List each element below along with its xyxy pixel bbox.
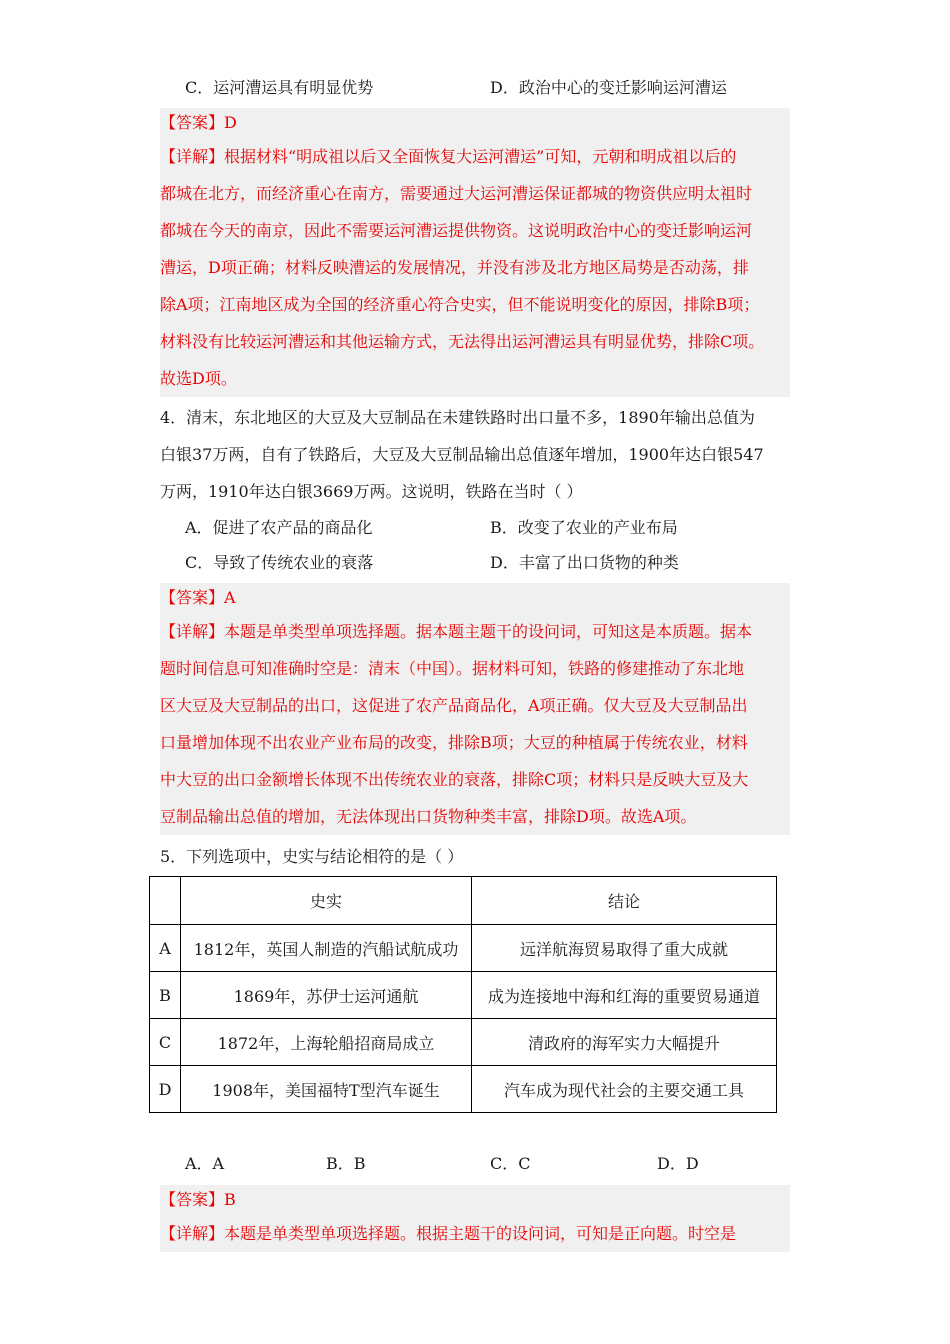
row-conclusion: 成为连接地中海和红海的重要贸易通道 — [472, 972, 777, 1019]
row-key: D — [150, 1066, 181, 1113]
q4-detail-line: 中大豆的出口金额增长体现不出传统农业的衰落，排除C项；材料只是反映大豆及大 — [160, 770, 749, 789]
table-row — [150, 972, 777, 1019]
q3-detail-line: 除A项；江南地区成为全国的经济重心符合史实，但不能说明变化的原因，排除B项； — [160, 295, 760, 314]
q4-answer-block — [160, 583, 790, 835]
q4-stem-line: 万两，1910年达白银3669万两。这说明，铁路在当时（ ） — [160, 482, 583, 501]
table-row — [150, 1066, 777, 1113]
row-fact: 1872年，上海轮船招商局成立 — [181, 1019, 472, 1066]
table-row — [150, 925, 777, 972]
q3-answer: 【答案】D — [160, 113, 237, 132]
row-fact: 1908年，美国福特T型汽车诞生 — [181, 1066, 472, 1113]
q3-detail-line: 漕运，D项正确；材料反映漕运的发展情况，并没有涉及北方地区局势是否动荡，排 — [160, 258, 749, 277]
q4-detail-line: 豆制品输出总值的增加，无法体现出口货物种类丰富，排除D项。故选A项。 — [160, 807, 697, 826]
q3-detail-line: 都城在北方，而经济重心在南方，需要通过大运河漕运保证都城的物资供应明太祖时 — [160, 184, 753, 203]
q5-stem-line: 5．下列选项中，史实与结论相符的是（ ） — [160, 847, 464, 866]
q5-stem — [160, 838, 800, 875]
row-conclusion: 汽车成为现代社会的主要交通工具 — [472, 1066, 777, 1113]
q3-detail-line: 故选D项。 — [160, 369, 237, 388]
row-fact: 1812年，英国人制造的汽船试航成功 — [181, 925, 472, 972]
q4-option-c: C．导致了传统农业的衰落 — [185, 553, 374, 572]
q5-options-row — [0, 1149, 950, 1179]
q4-detail-line: 【详解】本题是单类型单项选择题。据本题主题干的设问词，可知这是本质题。据本 — [160, 622, 753, 641]
table-header-fact: 史实 — [181, 877, 472, 925]
q5-detail-line: 【详解】本题是单类型单项选择题。根据主题干的设问词，可知是正向题。时空是 — [160, 1224, 737, 1243]
q4-stem — [160, 399, 800, 510]
q4-options-row-1 — [0, 513, 950, 543]
q3-options-row — [0, 73, 950, 103]
q4-detail-line: 口量增加体现不出农业产业布局的改变，排除B项；大豆的种植属于传统农业，材料 — [160, 733, 748, 752]
q5-option-d: D．D — [657, 1154, 699, 1173]
table-header-row — [150, 877, 777, 925]
q4-option-b: B．改变了农业的产业布局 — [490, 518, 678, 537]
row-conclusion: 远洋航海贸易取得了重大成就 — [472, 925, 777, 972]
q4-options-row-2 — [0, 548, 950, 578]
q3-detail-line: 【详解】根据材料“明成祖以后又全面恢复大运河漕运”可知，元朝和明成祖以后的 — [160, 147, 737, 166]
row-key: A — [150, 925, 181, 972]
table-header-key — [150, 877, 181, 925]
q5-option-b: B．B — [326, 1154, 366, 1173]
q4-detail-line: 区大豆及大豆制品的出口，这促进了农产品商品化，A项正确。仅大豆及大豆制品出 — [160, 696, 748, 715]
q4-option-a: A．促进了农产品的商品化 — [185, 518, 373, 537]
q5-option-a: A．A — [185, 1154, 225, 1173]
row-fact: 1869年，苏伊士运河通航 — [181, 972, 472, 1019]
q5-answer-block — [160, 1185, 790, 1252]
q3-answer-block — [160, 108, 790, 397]
table-row — [150, 1019, 777, 1066]
row-key: C — [150, 1019, 181, 1066]
q4-answer: 【答案】A — [160, 588, 236, 607]
q4-stem-line: 4．清末，东北地区的大豆及大豆制品在未建铁路时出口量不多，1890年输出总值为 — [160, 408, 755, 427]
q5-table — [149, 876, 777, 1113]
q4-stem-line: 白银37万两，自有了铁路后，大豆及大豆制品输出总值逐年增加，1900年达白银547 — [160, 445, 764, 464]
q4-option-d: D．丰富了出口货物的种类 — [490, 553, 679, 572]
q3-option-d: D．政治中心的变迁影响运河漕运 — [490, 78, 727, 97]
q3-detail-line: 材料没有比较运河漕运和其他运输方式，无法得出运河漕运具有明显优势，排除C项。 — [160, 332, 765, 351]
q5-option-c: C．C — [490, 1154, 531, 1173]
row-conclusion: 清政府的海军实力大幅提升 — [472, 1019, 777, 1066]
row-key: B — [150, 972, 181, 1019]
table-header-conclusion: 结论 — [472, 877, 777, 925]
q5-answer: 【答案】B — [160, 1190, 236, 1209]
q3-option-c: C．运河漕运具有明显优势 — [185, 78, 374, 97]
q4-detail-line: 题时间信息可知准确时空是：清末（中国）。据材料可知，铁路的修建推动了东北地 — [160, 659, 745, 678]
q3-detail-line: 都城在今天的南京，因此不需要运河漕运提供物资。这说明政治中心的变迁影响运河 — [160, 221, 753, 240]
